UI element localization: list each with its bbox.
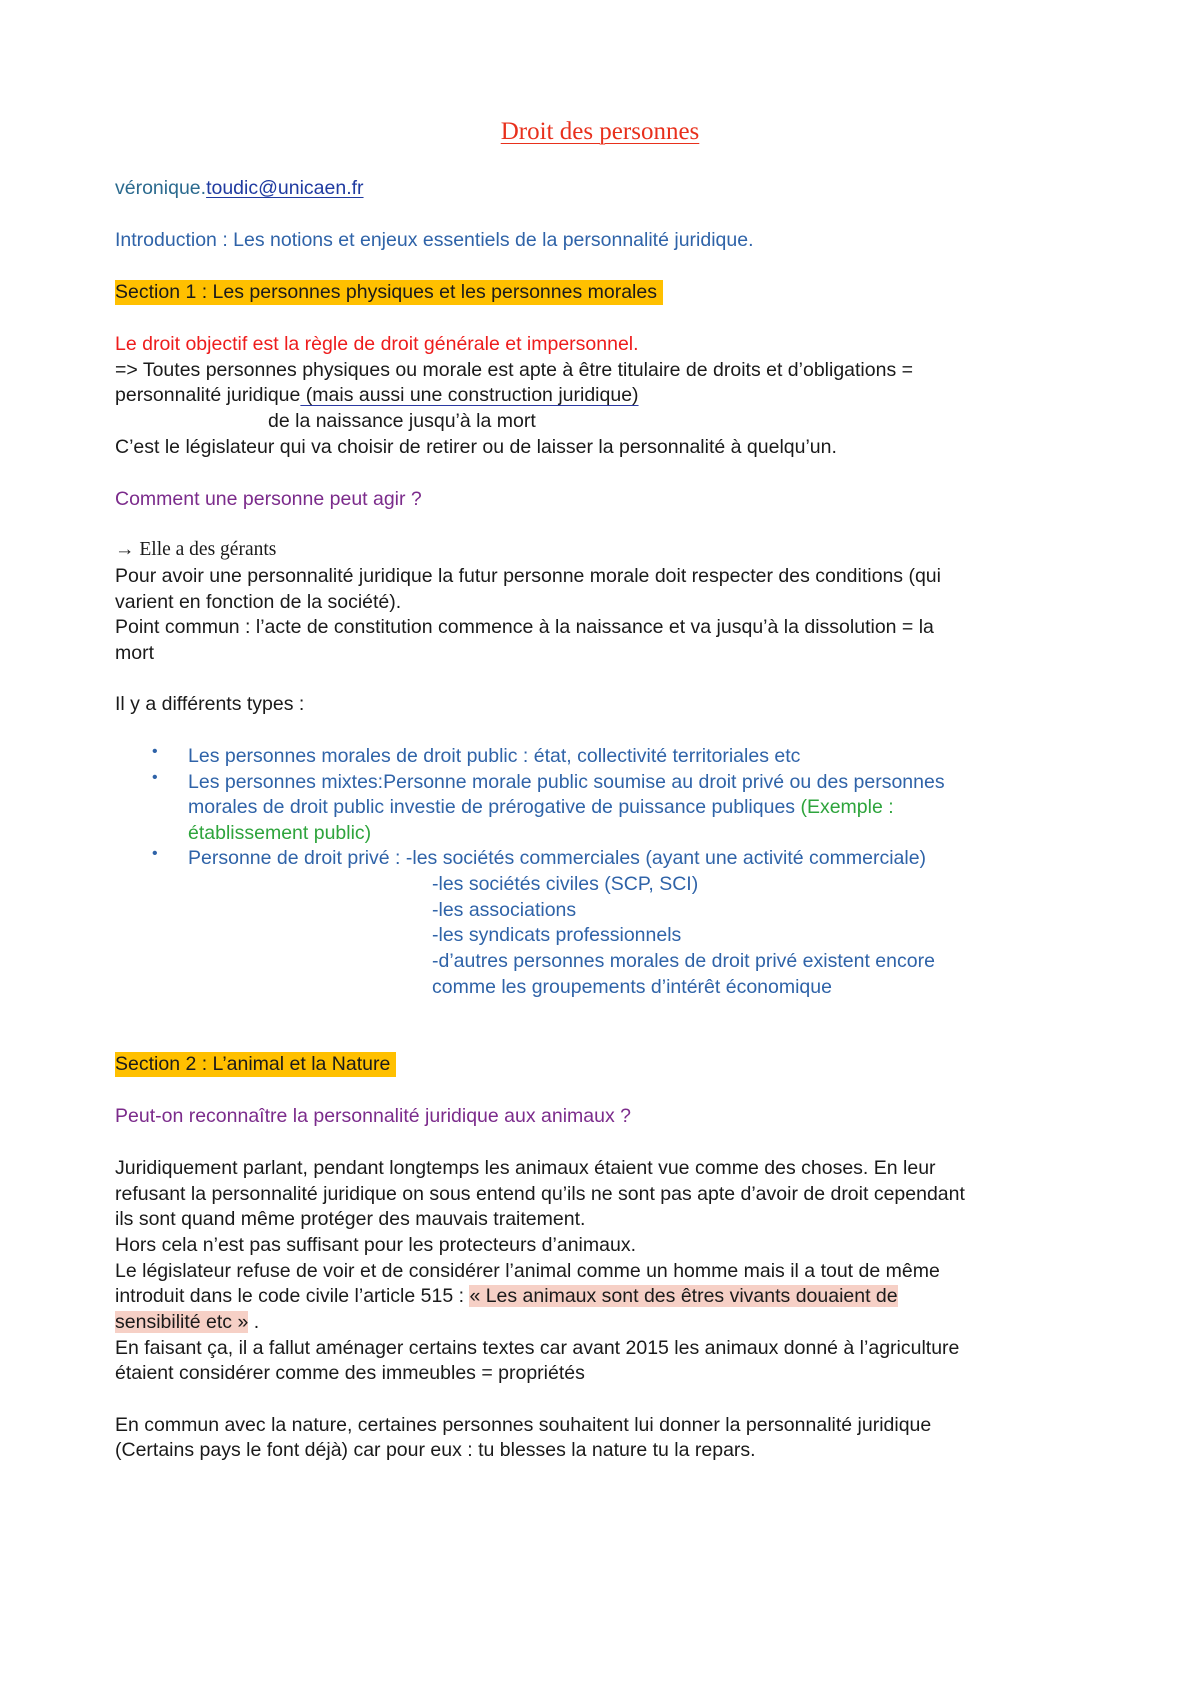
question-heading: Peut-on reconnaître la personnalité juridique aux animaux ? bbox=[115, 1105, 631, 1127]
managers-line: → Elle a des gérants bbox=[115, 539, 277, 560]
sub-list-item: -les sociétés civiles (SCP, SCI) bbox=[432, 873, 699, 895]
text-line: => Toutes personnes physiques ou morale est apte à être titulaire de droits et d’obligations = bbox=[115, 359, 914, 381]
sub-list-item: comme les groupements d’intérêt économique bbox=[432, 976, 832, 998]
question-heading: Comment une personne peut agir ? bbox=[115, 488, 422, 510]
list-item: Les personnes mixtes:Personne morale public soumise au droit privé ou des personnes bbox=[188, 771, 945, 793]
page-title: Droit des personnes bbox=[500, 118, 700, 145]
personality-term: personnalité juridique bbox=[115, 384, 301, 406]
email-link[interactable]: toudic@unicaen.fr bbox=[206, 177, 364, 199]
section-1-heading-text: Section 1 : Les personnes physiques et les personnes morales bbox=[115, 280, 663, 305]
email-line bbox=[115, 174, 364, 202]
text-line: Hors cela n’est pas suffisant pour les protecteurs d’animaux. bbox=[115, 1234, 636, 1256]
text-line: En commun avec la nature, certaines personnes souhaitent lui donner la personnalité juridique bbox=[115, 1414, 932, 1436]
section-1-heading bbox=[115, 278, 663, 306]
text-line: Le législateur refuse de voir et de considérer l’animal comme un homme mais il a tout de même bbox=[115, 1260, 940, 1282]
article-intro: introduit dans le code civile l’article 515 : bbox=[115, 1285, 470, 1307]
section-2-heading-text: Section 2 : L’animal et la Nature bbox=[115, 1052, 396, 1077]
text-line bbox=[115, 1308, 259, 1336]
bullet-marker: • bbox=[152, 743, 158, 760]
text-line bbox=[115, 1282, 898, 1310]
section-2-heading bbox=[115, 1050, 396, 1078]
text-line: Pour avoir une personnalité juridique la futur personne morale doit respecter des conditions (qui bbox=[115, 565, 941, 587]
text-line: Point commun : l’acte de constitution commence à la naissance et va jusqu’à la dissolution = la bbox=[115, 616, 934, 638]
text-line: C’est le législateur qui va choisir de retirer ou de laisser la personnalité à quelqu’un. bbox=[115, 436, 837, 458]
text-line: Juridiquement parlant, pendant longtemps les animaux étaient vue comme des choses. En leur bbox=[115, 1157, 936, 1179]
article-quote: « Les animaux sont des êtres vivants douaient de bbox=[469, 1285, 898, 1307]
bullet-marker: • bbox=[152, 845, 158, 862]
text-line: En faisant ça, il a fallut aménager certains textes car avant 2015 les animaux donné à l’agriculture bbox=[115, 1337, 960, 1359]
sub-list-item: -d’autres personnes morales de droit privé existent encore bbox=[432, 950, 935, 972]
list-item: Personne de droit privé : -les sociétés commerciales (ayant une activité commerciale) bbox=[188, 847, 927, 869]
text-line bbox=[115, 381, 639, 409]
text-line: de la naissance jusqu’à la mort bbox=[268, 410, 536, 432]
list-text: morales de droit public investie de prérogative de puissance publiques bbox=[188, 796, 801, 818]
text-line: refusant la personnalité juridique on sous entend qu’ils ne sont pas apte d’avoir de droit cependant bbox=[115, 1183, 965, 1205]
article-quote: sensibilité etc » bbox=[115, 1311, 249, 1333]
sub-list-item: -les syndicats professionnels bbox=[432, 924, 682, 946]
list-item-continued bbox=[188, 793, 894, 821]
sub-list-item: -les associations bbox=[432, 899, 577, 921]
objective-law-line: Le droit objectif est la règle de droit générale et impersonnel. bbox=[115, 333, 639, 355]
text-line: mort bbox=[115, 642, 154, 664]
types-intro: Il y a différents types : bbox=[115, 693, 305, 715]
email-prefix: véronique. bbox=[115, 177, 207, 199]
example-note: établissement public) bbox=[188, 822, 372, 844]
construction-note: (mais aussi une construction juridique) bbox=[300, 384, 639, 406]
list-item: Les personnes morales de droit public : état, collectivité territoriales etc bbox=[188, 745, 801, 767]
text-line: étaient considérer comme des immeubles = propriétés bbox=[115, 1362, 585, 1384]
text-line: ils sont quand même protéger des mauvais traitement. bbox=[115, 1208, 586, 1230]
bullet-marker: • bbox=[152, 769, 158, 786]
example-note: (Exemple : bbox=[800, 796, 894, 818]
text-line: varient en fonction de la société). bbox=[115, 591, 402, 613]
introduction-line: Introduction : Les notions et enjeux essentiels de la personnalité juridique. bbox=[115, 229, 754, 251]
text-fragment: . bbox=[248, 1311, 260, 1333]
text-line: (Certains pays le font déjà) car pour eux : tu blesses la nature tu la repars. bbox=[115, 1439, 756, 1461]
